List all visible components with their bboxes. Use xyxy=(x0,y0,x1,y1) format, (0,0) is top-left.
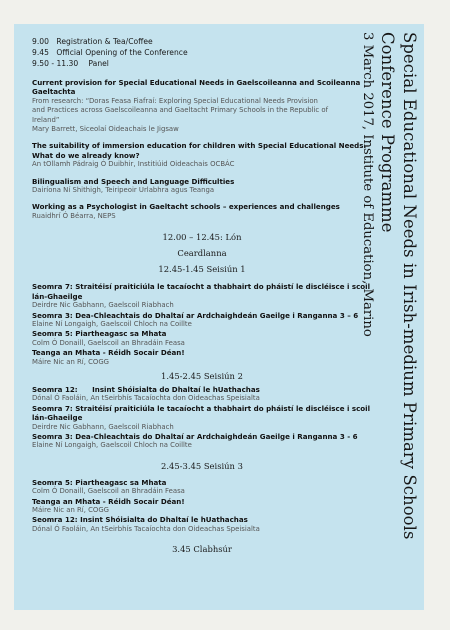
workshop-title-cont: lán-Ghaeilge xyxy=(32,291,83,301)
schedule-label: Official Opening of the Conference xyxy=(56,48,188,57)
workshop-title: Teanga an Mhata - Réidh Socair Déan! xyxy=(32,496,185,506)
schedule-time: 9.50 - 11.30 xyxy=(32,59,79,68)
schedule-time: 9.45 xyxy=(32,48,49,57)
session-3-workshops xyxy=(32,478,362,534)
panel-talk xyxy=(32,177,362,196)
talk-heading: Bilingualism and Speech and Language Difficulties xyxy=(32,176,235,186)
schedule-time: 9.00 xyxy=(32,37,49,46)
talk-heading: Working as a Psychologist in Gaeltacht schools – experiences and challenges xyxy=(32,202,340,212)
panel-talk xyxy=(32,78,362,134)
schedule-label: Registration & Tea/Coffee xyxy=(56,37,153,46)
talk-heading: Current provision for Special Educational Needs in Gaelscoileanna and Scoileanna xyxy=(32,78,361,87)
workshop-room: Seomra 3: xyxy=(32,431,73,441)
workshop-presenter: Dónal Ó Faoláin, An tSeirbhís Tacaíochta don Oideachas Speisialta xyxy=(32,394,260,403)
workshop-presenter: Elaine Ní Longaigh, Gaelscoil Chloch na Coillte xyxy=(32,319,192,328)
vertical-title-text xyxy=(359,32,420,604)
workshops-heading: Ceardlanna xyxy=(177,248,227,259)
talk-detail: Ireland” xyxy=(32,115,60,124)
workshop-title: Seomra 7: Straitéisí praiticiúla le tacaíocht a thabhairt do pháistí le discléisce i scoil xyxy=(32,403,371,413)
closing-heading: 3.45 Clabhsúr xyxy=(172,544,232,555)
schedule xyxy=(32,36,362,69)
session-1-heading: 12.45-1.45 Seisiún 1 xyxy=(158,264,246,275)
session-2-workshops xyxy=(32,384,371,451)
workshop-title: Seomra 7: Straitéisí praiticiúla le tacaíocht a thabhairt do pháistí le discléisce i scoil xyxy=(32,282,371,292)
session-3-heading: 2.45-3.45 Seisiún 3 xyxy=(161,460,243,471)
schedule-item xyxy=(32,36,362,47)
workshop-room: Seomra 7: xyxy=(32,282,73,292)
talk-heading: The suitability of immersion education for children with Special Educational Needs. xyxy=(32,141,367,151)
talk-speaker: Dairíona Ní Shithigh, Teiripeoir Urlabhra agus Teanga xyxy=(32,186,215,195)
workshop-room: Seomra 5: xyxy=(32,329,73,339)
programme-subtitle: Conference Programme xyxy=(378,32,397,233)
talk-speaker: Mary Barrett, Siceolaí Oideachais le Jigsaw xyxy=(32,125,179,134)
workshop-presenter: Deirdre Nic Gabhann, Gaelscoil Riabhach xyxy=(32,422,174,431)
workshop-title-cont: lán-Ghaeilge xyxy=(32,413,83,423)
workshop-room: Seomra 12: xyxy=(32,515,78,525)
workshop-title: Seomra 5: Piartheagasc sa Mhata xyxy=(32,477,167,487)
talk-heading: What do we already know? xyxy=(32,150,140,160)
workshop-presenter: Colm Ó Donaill, Gaelscoil an Bhradáin Feasa xyxy=(32,487,185,496)
schedule-item xyxy=(32,58,362,69)
workshop-presenter: Deirdre Nic Gabhann, Gaelscoil Riabhach xyxy=(32,301,174,310)
workshop-presenter: Colm Ó Donaill, Gaelscoil an Bhradáin Feasa xyxy=(32,338,185,347)
schedule-label: Panel xyxy=(88,59,109,68)
session-2-heading: 1.45-2.45 Seisiún 2 xyxy=(161,370,243,381)
session-1-workshops xyxy=(32,282,371,367)
workshop-presenter: Dónal Ó Faoláin, An tSeirbhís Tacaíochta don Oideachas Speisialta xyxy=(32,524,260,533)
workshop-presenter: Máire Nic an Rí, COGG xyxy=(32,357,110,366)
talk-speaker: An tOllamh Pádraig Ó Duibhir, Institiúid Oideachais OCBÁC xyxy=(32,160,235,169)
date-venue: 3 March 2017, Institute of Education, Marino xyxy=(360,32,375,337)
workshop-room: Seomra 12: xyxy=(32,384,78,394)
panel-talk xyxy=(32,141,367,169)
vertical-title-block xyxy=(340,32,420,604)
workshop-presenter: Máire Nic an Rí, COGG xyxy=(32,506,110,514)
talk-heading: Gaeltachta xyxy=(32,87,76,97)
lunch-heading: 12.00 – 12.45: Lón xyxy=(162,232,242,243)
schedule-item xyxy=(32,47,362,58)
workshop-room: Seomra 5: xyxy=(32,477,73,487)
workshop-title: Teanga an Mhata - Réidh Socair Déan! xyxy=(32,348,185,358)
workshop-title: Seomra 3: Dea-Chleachtais do Dhaltaí ar Ardchaighdeán Gaeilge i Ranganna 3 - 6 xyxy=(32,431,358,441)
programme-panel xyxy=(14,24,424,610)
workshop-title: Seomra 12: Insint Shóisialta do Dhaltaí le hUathachas xyxy=(32,515,248,525)
talk-detail: From research: “Doras Feasa Fiafraí: Exploring Special Educational Needs Provision xyxy=(32,96,318,105)
workshop-room: Seomra 3: xyxy=(32,310,73,320)
talk-detail: and Practices across Gaelscoileanna and Gaeltacht Primary Schools in the Republic of xyxy=(32,106,329,115)
workshop-title: Seomra 12: Insint Shóisialta do Dhaltaí le hUathachas xyxy=(32,384,260,394)
workshop-room: Seomra 7: xyxy=(32,403,73,413)
workshop-title: Seomra 3: Dea-Chleachtais do Dhaltaí ar Ardchaighdeán Gaeilge i Ranganna 3 – 6 xyxy=(32,310,359,320)
workshop-presenter: Elaine Ní Longaigh, Gaelscoil Chloch na Coillte xyxy=(32,441,192,450)
conference-title: Special Educational Needs in Irish-medium Primary Schools xyxy=(400,32,419,540)
workshop-title: Seomra 5: Piartheagasc sa Mhata xyxy=(32,329,167,339)
talk-speaker: Ruaidhrí Ó Béarra, NEPS xyxy=(32,211,116,220)
panel-talk xyxy=(32,202,362,221)
